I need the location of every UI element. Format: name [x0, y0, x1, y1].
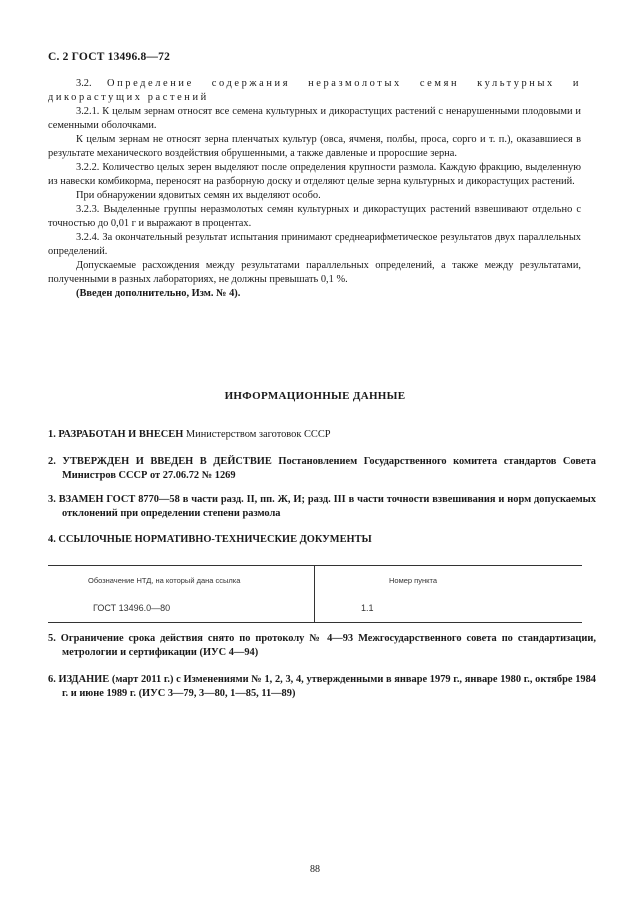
info-item-3	[48, 493, 596, 521]
section-title-text: Определение содержания неразмолотых семян культурных и дикорастущих растений	[48, 78, 581, 103]
reference-table	[48, 565, 582, 623]
info-item-2-text: Постановлением Государственного комитета стандартов Совета Министров СССР от 27.06.72 № 1269	[62, 456, 596, 481]
paragraph-3-2-3: 3.2.3. Выделенные группы неразмолотых семян культурных и дикорастущих растений взвешивают отдельно с точностью до 0,01 г и выражают в процентах.	[48, 204, 581, 229]
table-header-clause: Номер пункта	[389, 576, 438, 585]
info-item-2	[48, 455, 596, 483]
section-title	[48, 77, 581, 105]
info-item-6-label: 6. ИЗДАНИЕ	[48, 674, 110, 685]
page-number: 88	[310, 864, 320, 875]
table-cell-document: ГОСТ 13496.0—80	[93, 603, 171, 613]
info-item-1-label: 1. РАЗРАБОТАН И ВНЕСЕН	[48, 429, 184, 440]
info-item-5: 5. Ограничение срока действия снято по протоколу № 4—93 Межгосударственного совета по стандартизации, метрологии и сертификации (ИУС 4—94)	[48, 633, 596, 658]
page-header: С. 2 ГОСТ 13496.8—72	[48, 51, 171, 63]
section-number: 3.2.	[76, 78, 92, 89]
info-item-6	[48, 673, 596, 701]
table-divider	[314, 566, 315, 622]
amendment-note: (Введен дополнительно, Изм. № 4).	[76, 288, 241, 299]
info-item-6-text: (март 2011 г.) с Изменениями № 1, 2, 3, 4, утвержденными в январе 1979 г., январе 1980 г., октябре 1984 г. и июне 1989 г. (ИУС 3—79, 3—80, 1—85, 11—89)	[62, 674, 596, 699]
paragraph-tolerances: Допускаемые расхождения между результатами параллельных определений, а также между результатами, полученными в разных лабораториях, не должны превышать 0,1 %.	[48, 260, 581, 285]
info-item-3-text: в части разд. II, пп. Ж, И; разд. III в части точности взвешивания и норм допускаемых отклонений при определении степени размола	[62, 494, 596, 519]
paragraph-3-2-1: 3.2.1. К целым зернам относят все семена культурных и дикорастущих растений с ненарушенными плодовыми и семенными оболочками.	[48, 106, 581, 131]
table-header-document: Обозначение НТД, на который дана ссылка	[88, 576, 241, 585]
info-item-4: 4. ССЫЛОЧНЫЕ НОРМАТИВНО-ТЕХНИЧЕСКИЕ ДОКУМЕНТЫ	[48, 534, 372, 545]
info-item-2-label: 2. УТВЕРЖДЕН И ВВЕДЕН В ДЕЙСТВИЕ	[48, 456, 272, 467]
paragraph-3-2-4: 3.2.4. За окончательный результат испытания принимают среднеарифметическое результатов двух параллельных определений.	[48, 232, 581, 257]
paragraph-toxic-seeds: При обнаружении ядовитых семян их выделяют особо.	[76, 190, 321, 201]
paragraph-3-2-2: 3.2.2. Количество целых зерен выделяют после определения крупности размола. Каждую фракцию, выделенную из навески комбикорма, переносят на разборную доску и отделяют целые зерна культурных и дикорастущих растений.	[48, 162, 581, 187]
info-item-1	[48, 428, 596, 442]
section-3-2	[48, 77, 581, 301]
info-item-3-label: 3. ВЗАМЕН ГОСТ 8770—58	[48, 494, 180, 505]
info-data-title: ИНФОРМАЦИОННЫЕ ДАННЫЕ	[224, 390, 406, 402]
table-cell-clause: 1.1	[361, 603, 374, 613]
paragraph-excluded-grains: К целым зернам не относят зерна пленчатых культур (овса, ячменя, полбы, проса, сорго и т. п.), оказавшиеся в результате механического воздействия обрушенными, а также давленые и проросшие зерна.	[48, 134, 581, 159]
info-item-1-text: Министерством заготовок СССР	[185, 429, 331, 440]
